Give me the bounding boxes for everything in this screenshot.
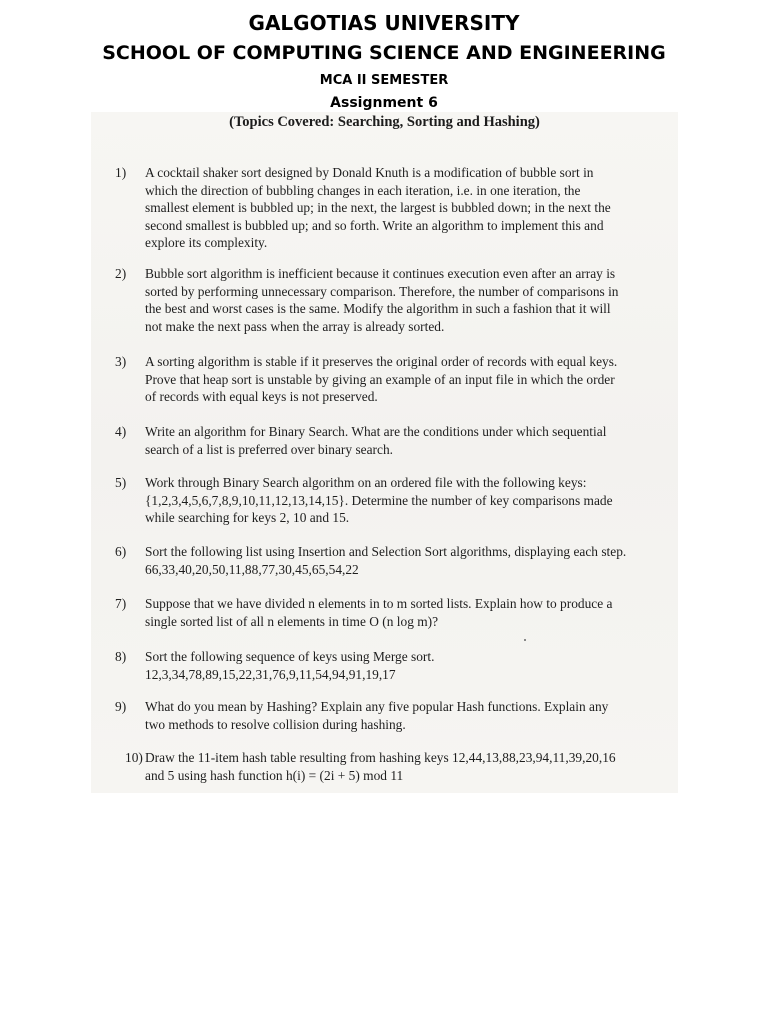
question-line: Prove that heap sort is unstable by giving an example of an input file in which the order [145,371,615,387]
question-number: 6) [115,544,127,559]
question-number: 5) [115,475,127,490]
question-number: 8) [115,649,127,664]
question-line: which the direction of bubbling changes in each iteration, i.e. in one iteration, the [145,182,581,198]
question-7 [115,595,675,630]
question-number: 9) [115,699,127,714]
question-text [145,648,675,683]
question-text [145,698,675,733]
question-line: What do you mean by Hashing? Explain any five popular Hash functions. Explain any [145,699,609,714]
question-line: search of a list is preferred over binary search. [145,441,393,457]
question-text [145,474,675,527]
question-line: A sorting algorithm is stable if it preserves the original order of records with equal keys. [145,354,618,369]
question-text [145,543,675,578]
question-line: while searching for keys 2, 10 and 15. [145,510,350,526]
question-number: 1) [115,165,127,180]
question-line: two methods to resolve collision during hashing. [145,716,406,732]
question-number: 7) [115,596,127,611]
question-text [145,749,675,784]
question-3 [115,353,675,406]
question-number: 4) [115,424,127,439]
question-line: single sorted list of all n elements in time O (n log m)? [145,613,439,629]
question-line: Sort the following list using Insertion and Selection Sort algorithms, displaying each step. [145,544,627,559]
question-line: 12,3,34,78,89,15,22,31,76,9,11,54,94,91,19,17 [145,666,396,682]
document-header [0,8,768,114]
question-line: Work through Binary Search algorithm on an ordered file with the following keys: [145,475,587,490]
topics-covered: (Topics Covered: Searching, Sorting and Hashing) [229,114,540,130]
scan-speck [524,639,526,641]
question-text [145,265,675,335]
question-text [145,423,675,458]
question-10 [115,749,675,784]
question-number: 3) [115,354,127,369]
question-2 [115,265,675,335]
question-5 [115,474,675,527]
question-8 [115,648,675,683]
question-line: smallest element is bubbled up; in the next, the largest is bubbled down; in the next the [145,200,611,216]
question-line: second smallest is bubbled up; and so forth. Write an algorithm to implement this and [145,217,604,233]
question-number: 10) [125,750,143,765]
question-text [145,164,675,252]
question-6 [115,543,675,578]
question-line: Write an algorithm for Binary Search. What are the conditions under which sequential [145,424,607,439]
question-line: the best and worst cases is the same. Modify the algorithm in such a fashion that it will [145,301,611,317]
question-line: {1,2,3,4,5,6,7,8,9,10,11,12,13,14,15}. Determine the number of key comparisons made [145,492,613,508]
question-4 [115,423,675,458]
question-line: 66,33,40,20,50,11,88,77,30,45,65,54,22 [145,561,359,577]
scanned-assignment-sheet [91,112,678,793]
school-title: SCHOOL OF COMPUTING SCIENCE AND ENGINEERING [102,42,666,64]
question-line: Draw the 11-item hash table resulting from hashing keys 12,44,13,88,23,94,11,39,20,16 [145,750,616,765]
question-text [145,595,675,630]
question-line: A cocktail shaker sort designed by Donald Knuth is a modification of bubble sort in [145,165,594,180]
question-line: explore its complexity. [145,235,268,251]
question-1 [115,164,675,252]
question-line: not make the next pass when the array is already sorted. [145,318,445,334]
question-9 [115,698,675,733]
question-line: and 5 using hash function h(i) = (2i + 5) mod 11 [145,767,404,783]
question-line: sorted by performing unnecessary comparison. Therefore, the number of comparisons in [145,283,619,299]
question-text [145,353,675,406]
assignment-title: Assignment 6 [330,95,438,111]
university-title: GALGOTIAS UNIVERSITY [248,11,520,35]
semester-label: MCA II SEMESTER [319,73,449,88]
question-line: Suppose that we have divided n elements in to m sorted lists. Explain how to produce a [145,596,613,611]
question-number: 2) [115,266,127,281]
question-line: of records with equal keys is not preserved. [145,389,378,405]
question-line: Sort the following sequence of keys using Merge sort. [145,649,435,664]
question-line: Bubble sort algorithm is inefficient because it continues execution even after an array is [145,266,616,281]
